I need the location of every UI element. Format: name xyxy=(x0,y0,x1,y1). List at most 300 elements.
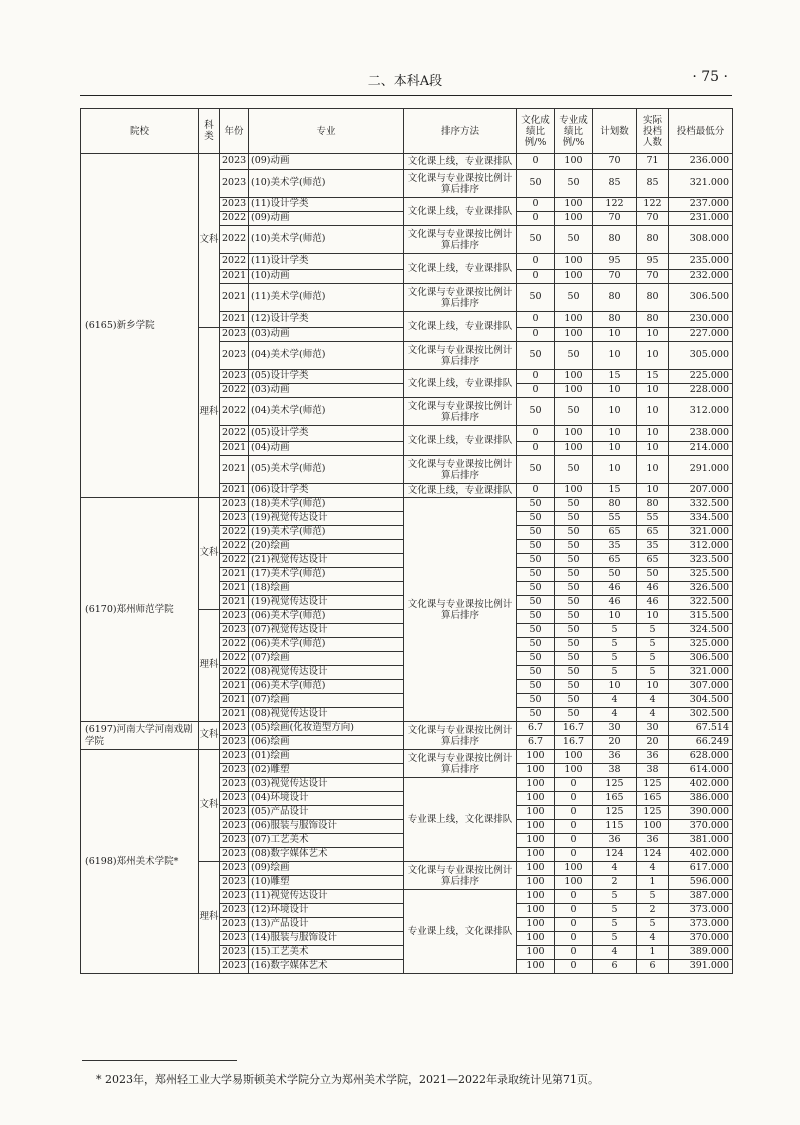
year-cell: 2022 xyxy=(220,212,249,226)
min-score-cell: 291.000 xyxy=(669,456,733,484)
culture-ratio-header: 文化成绩比例/% xyxy=(517,109,555,154)
year-header: 年份 xyxy=(220,109,249,154)
plan-cell: 10 xyxy=(593,680,637,694)
header-rule xyxy=(80,95,732,96)
major-cell: (21)视觉传达设计 xyxy=(249,554,404,568)
major-header: 专业 xyxy=(249,109,404,154)
method-cell: 文化课与专业课按比例计算后排序 xyxy=(404,284,517,312)
min-score-cell: 307.000 xyxy=(669,680,733,694)
major-cell: (11)设计学类 xyxy=(249,198,404,212)
culture-ratio-cell: 0 xyxy=(517,312,555,328)
year-cell: 2023 xyxy=(220,624,249,638)
culture-ratio-cell: 6.7 xyxy=(517,722,555,736)
plan-cell: 10 xyxy=(593,328,637,342)
culture-ratio-cell: 0 xyxy=(517,270,555,284)
culture-ratio-cell: 50 xyxy=(517,540,555,554)
major-cell: (13)产品设计 xyxy=(249,918,404,932)
actual-cell: 70 xyxy=(637,270,669,284)
actual-cell: 85 xyxy=(637,170,669,198)
major-cell: (19)美术学(师范) xyxy=(249,526,404,540)
min-score-cell: 628.000 xyxy=(669,750,733,764)
year-cell: 2022 xyxy=(220,384,249,398)
culture-ratio-cell: 0 xyxy=(517,212,555,226)
min-score-cell: 235.000 xyxy=(669,254,733,270)
year-cell: 2021 xyxy=(220,270,249,284)
actual-cell: 1 xyxy=(637,946,669,960)
major-cell: (11)视觉传达设计 xyxy=(249,890,404,904)
category-header: 科类 xyxy=(199,109,220,154)
min-score-cell: 227.000 xyxy=(669,328,733,342)
culture-ratio-cell: 100 xyxy=(517,834,555,848)
year-cell: 2021 xyxy=(220,312,249,328)
major-ratio-cell: 100 xyxy=(555,862,593,876)
year-cell: 2021 xyxy=(220,484,249,498)
min-score-cell: 326.500 xyxy=(669,582,733,596)
min-score-cell: 370.000 xyxy=(669,932,733,946)
actual-cell: 124 xyxy=(637,848,669,862)
culture-ratio-cell: 100 xyxy=(517,778,555,792)
major-ratio-cell: 50 xyxy=(555,512,593,526)
plan-cell: 70 xyxy=(593,270,637,284)
category-cell: 文科 xyxy=(199,154,220,328)
major-cell: (09)绘画 xyxy=(249,862,404,876)
plan-cell: 30 xyxy=(593,722,637,736)
plan-cell: 115 xyxy=(593,820,637,834)
actual-cell: 80 xyxy=(637,498,669,512)
culture-ratio-cell: 100 xyxy=(517,932,555,946)
method-cell: 文化课与专业课按比例计算后排序 xyxy=(404,862,517,890)
major-cell: (06)绘画 xyxy=(249,736,404,750)
major-cell: (07)视觉传达设计 xyxy=(249,624,404,638)
major-ratio-cell: 100 xyxy=(555,328,593,342)
year-cell: 2023 xyxy=(220,512,249,526)
min-score-cell: 402.000 xyxy=(669,778,733,792)
major-ratio-cell: 100 xyxy=(555,750,593,764)
year-cell: 2022 xyxy=(220,254,249,270)
major-cell: (12)环境设计 xyxy=(249,904,404,918)
year-cell: 2022 xyxy=(220,666,249,680)
major-ratio-cell: 0 xyxy=(555,834,593,848)
culture-ratio-cell: 50 xyxy=(517,694,555,708)
plan-cell: 80 xyxy=(593,498,637,512)
plan-cell: 5 xyxy=(593,904,637,918)
year-cell: 2021 xyxy=(220,442,249,456)
plan-cell: 70 xyxy=(593,154,637,170)
method-cell: 文化课上线，专业课排队 xyxy=(404,370,517,398)
category-cell: 文科 xyxy=(199,498,220,610)
culture-ratio-cell: 0 xyxy=(517,370,555,384)
min-score-cell: 236.000 xyxy=(669,154,733,170)
major-cell: (06)美术学(师范) xyxy=(249,638,404,652)
actual-cell: 4 xyxy=(637,862,669,876)
plan-cell: 4 xyxy=(593,694,637,708)
min-score-cell: 596.000 xyxy=(669,876,733,890)
min-score-cell: 334.500 xyxy=(669,512,733,526)
major-ratio-cell: 100 xyxy=(555,764,593,778)
culture-ratio-cell: 6.7 xyxy=(517,736,555,750)
year-cell: 2021 xyxy=(220,284,249,312)
admission-table xyxy=(80,108,733,974)
year-cell: 2023 xyxy=(220,498,249,512)
culture-ratio-cell: 100 xyxy=(517,862,555,876)
actual-cell: 65 xyxy=(637,526,669,540)
actual-cell: 20 xyxy=(637,736,669,750)
actual-cell: 65 xyxy=(637,554,669,568)
culture-ratio-cell: 0 xyxy=(517,154,555,170)
year-cell: 2022 xyxy=(220,426,249,442)
major-cell: (06)设计学类 xyxy=(249,484,404,498)
culture-ratio-cell: 0 xyxy=(517,198,555,212)
actual-cell: 5 xyxy=(637,666,669,680)
min-score-cell: 207.000 xyxy=(669,484,733,498)
school-cell: (6165)新乡学院 xyxy=(81,154,199,498)
culture-ratio-cell: 50 xyxy=(517,708,555,722)
plan-cell: 122 xyxy=(593,198,637,212)
category-cell: 理科 xyxy=(199,328,220,498)
plan-cell: 55 xyxy=(593,512,637,526)
plan-cell: 5 xyxy=(593,932,637,946)
major-ratio-cell: 100 xyxy=(555,442,593,456)
major-ratio-cell: 100 xyxy=(555,484,593,498)
year-cell: 2023 xyxy=(220,862,249,876)
plan-cell: 124 xyxy=(593,848,637,862)
school-cell: (6170)郑州师范学院 xyxy=(81,498,199,722)
year-cell: 2021 xyxy=(220,568,249,582)
plan-cell: 80 xyxy=(593,226,637,254)
min-score-cell: 228.000 xyxy=(669,384,733,398)
major-cell: (04)环境设计 xyxy=(249,792,404,806)
year-cell: 2023 xyxy=(220,848,249,862)
min-score-cell: 321.000 xyxy=(669,666,733,680)
year-cell: 2023 xyxy=(220,792,249,806)
actual-cell: 50 xyxy=(637,568,669,582)
major-ratio-cell: 50 xyxy=(555,526,593,540)
major-ratio-cell: 100 xyxy=(555,154,593,170)
actual-cell: 10 xyxy=(637,342,669,370)
actual-cell: 71 xyxy=(637,154,669,170)
actual-cell: 10 xyxy=(637,442,669,456)
year-cell: 2023 xyxy=(220,820,249,834)
method-cell: 文化课与专业课按比例计算后排序 xyxy=(404,398,517,426)
major-cell: (10)动画 xyxy=(249,270,404,284)
actual-cell: 38 xyxy=(637,764,669,778)
major-ratio-cell: 50 xyxy=(555,582,593,596)
actual-cell: 1 xyxy=(637,876,669,890)
year-cell: 2023 xyxy=(220,764,249,778)
major-ratio-cell: 16.7 xyxy=(555,736,593,750)
plan-cell: 65 xyxy=(593,554,637,568)
culture-ratio-cell: 0 xyxy=(517,328,555,342)
year-cell: 2023 xyxy=(220,890,249,904)
min-score-header: 投档最低分 xyxy=(669,109,733,154)
major-ratio-cell: 0 xyxy=(555,904,593,918)
min-score-cell: 305.000 xyxy=(669,342,733,370)
culture-ratio-cell: 100 xyxy=(517,960,555,974)
plan-cell: 4 xyxy=(593,708,637,722)
major-cell: (02)雕塑 xyxy=(249,764,404,778)
plan-cell: 35 xyxy=(593,540,637,554)
min-score-cell: 230.000 xyxy=(669,312,733,328)
method-cell: 文化课上线，专业课排队 xyxy=(404,484,517,498)
major-cell: (04)动画 xyxy=(249,442,404,456)
major-cell: (16)数字媒体艺术 xyxy=(249,960,404,974)
culture-ratio-cell: 50 xyxy=(517,624,555,638)
table-row xyxy=(81,154,733,170)
major-ratio-cell: 50 xyxy=(555,170,593,198)
min-score-cell: 325.000 xyxy=(669,638,733,652)
major-ratio-cell: 50 xyxy=(555,498,593,512)
major-ratio-cell: 16.7 xyxy=(555,722,593,736)
year-cell: 2023 xyxy=(220,834,249,848)
min-score-cell: 214.000 xyxy=(669,442,733,456)
plan-cell: 10 xyxy=(593,610,637,624)
actual-cell: 4 xyxy=(637,932,669,946)
plan-cell: 4 xyxy=(593,946,637,960)
method-cell: 文化课上线，专业课排队 xyxy=(404,312,517,342)
year-cell: 2021 xyxy=(220,582,249,596)
min-score-cell: 306.500 xyxy=(669,652,733,666)
min-score-cell: 304.500 xyxy=(669,694,733,708)
actual-cell: 100 xyxy=(637,820,669,834)
major-ratio-cell: 50 xyxy=(555,610,593,624)
plan-cell: 50 xyxy=(593,568,637,582)
table-row xyxy=(81,722,733,736)
major-cell: (05)设计学类 xyxy=(249,426,404,442)
year-cell: 2021 xyxy=(220,456,249,484)
year-cell: 2023 xyxy=(220,370,249,384)
min-score-cell: 370.000 xyxy=(669,820,733,834)
major-cell: (08)数字媒体艺术 xyxy=(249,848,404,862)
method-cell: 文化课与专业课按比例计算后排序 xyxy=(404,498,517,722)
culture-ratio-cell: 50 xyxy=(517,554,555,568)
culture-ratio-cell: 0 xyxy=(517,442,555,456)
year-cell: 2023 xyxy=(220,960,249,974)
culture-ratio-cell: 100 xyxy=(517,750,555,764)
culture-ratio-cell: 50 xyxy=(517,456,555,484)
school-header: 院校 xyxy=(81,109,199,154)
culture-ratio-cell: 50 xyxy=(517,610,555,624)
actual-cell: 46 xyxy=(637,596,669,610)
table-row xyxy=(81,750,733,764)
major-cell: (09)动画 xyxy=(249,154,404,170)
culture-ratio-cell: 50 xyxy=(517,568,555,582)
year-cell: 2022 xyxy=(220,526,249,540)
major-ratio-cell: 0 xyxy=(555,932,593,946)
year-cell: 2023 xyxy=(220,198,249,212)
plan-header: 计划数 xyxy=(593,109,637,154)
year-cell: 2023 xyxy=(220,806,249,820)
major-ratio-header: 专业成绩比例/% xyxy=(555,109,593,154)
year-cell: 2021 xyxy=(220,680,249,694)
culture-ratio-cell: 100 xyxy=(517,764,555,778)
plan-cell: 36 xyxy=(593,834,637,848)
plan-cell: 10 xyxy=(593,442,637,456)
actual-cell: 10 xyxy=(637,456,669,484)
year-cell: 2022 xyxy=(220,540,249,554)
culture-ratio-cell: 0 xyxy=(517,254,555,270)
actual-cell: 125 xyxy=(637,806,669,820)
major-cell: (05)产品设计 xyxy=(249,806,404,820)
actual-cell: 10 xyxy=(637,680,669,694)
min-score-cell: 312.000 xyxy=(669,540,733,554)
plan-cell: 6 xyxy=(593,960,637,974)
actual-cell: 4 xyxy=(637,708,669,722)
culture-ratio-cell: 100 xyxy=(517,792,555,806)
min-score-cell: 324.500 xyxy=(669,624,733,638)
min-score-cell: 308.000 xyxy=(669,226,733,254)
major-cell: (19)视觉传达设计 xyxy=(249,512,404,526)
major-cell: (06)服装与服饰设计 xyxy=(249,820,404,834)
plan-cell: 85 xyxy=(593,170,637,198)
table-row xyxy=(81,498,733,512)
culture-ratio-cell: 50 xyxy=(517,170,555,198)
actual-cell: 5 xyxy=(637,624,669,638)
year-cell: 2023 xyxy=(220,342,249,370)
min-score-cell: 389.000 xyxy=(669,946,733,960)
page-number: · 75 · xyxy=(692,69,728,85)
major-ratio-cell: 100 xyxy=(555,270,593,284)
culture-ratio-cell: 100 xyxy=(517,876,555,890)
major-ratio-cell: 50 xyxy=(555,596,593,610)
school-cell: (6197)河南大学河南戏剧学院 xyxy=(81,722,199,750)
actual-cell: 122 xyxy=(637,198,669,212)
major-ratio-cell: 50 xyxy=(555,624,593,638)
culture-ratio-cell: 0 xyxy=(517,484,555,498)
major-ratio-cell: 50 xyxy=(555,568,593,582)
actual-cell: 36 xyxy=(637,834,669,848)
year-cell: 2022 xyxy=(220,226,249,254)
major-cell: (03)动画 xyxy=(249,384,404,398)
major-ratio-cell: 0 xyxy=(555,806,593,820)
year-cell: 2023 xyxy=(220,932,249,946)
method-cell: 专业课上线，文化课排队 xyxy=(404,778,517,862)
plan-cell: 5 xyxy=(593,638,637,652)
culture-ratio-cell: 50 xyxy=(517,284,555,312)
method-cell: 文化课与专业课按比例计算后排序 xyxy=(404,750,517,778)
min-score-cell: 323.500 xyxy=(669,554,733,568)
method-cell: 文化课与专业课按比例计算后排序 xyxy=(404,722,517,750)
year-cell: 2023 xyxy=(220,328,249,342)
culture-ratio-cell: 100 xyxy=(517,946,555,960)
culture-ratio-cell: 100 xyxy=(517,820,555,834)
culture-ratio-cell: 100 xyxy=(517,806,555,820)
min-score-cell: 67.514 xyxy=(669,722,733,736)
major-cell: (04)美术学(师范) xyxy=(249,342,404,370)
major-ratio-cell: 0 xyxy=(555,820,593,834)
major-ratio-cell: 50 xyxy=(555,680,593,694)
plan-cell: 5 xyxy=(593,624,637,638)
actual-cell: 80 xyxy=(637,226,669,254)
plan-cell: 80 xyxy=(593,312,637,328)
min-score-cell: 302.500 xyxy=(669,708,733,722)
actual-cell: 10 xyxy=(637,384,669,398)
major-cell: (03)视觉传达设计 xyxy=(249,778,404,792)
major-ratio-cell: 50 xyxy=(555,554,593,568)
culture-ratio-cell: 100 xyxy=(517,918,555,932)
culture-ratio-cell: 50 xyxy=(517,498,555,512)
actual-cell: 2 xyxy=(637,904,669,918)
year-cell: 2023 xyxy=(220,170,249,198)
method-cell: 专业课上线，文化课排队 xyxy=(404,890,517,974)
plan-cell: 125 xyxy=(593,778,637,792)
major-ratio-cell: 0 xyxy=(555,792,593,806)
major-ratio-cell: 50 xyxy=(555,708,593,722)
major-cell: (11)美术学(师范) xyxy=(249,284,404,312)
category-cell: 理科 xyxy=(199,610,220,722)
min-score-cell: 306.500 xyxy=(669,284,733,312)
culture-ratio-cell: 0 xyxy=(517,426,555,442)
major-cell: (03)动画 xyxy=(249,328,404,342)
actual-cell: 10 xyxy=(637,610,669,624)
actual-cell: 10 xyxy=(637,426,669,442)
method-cell: 文化课与专业课按比例计算后排序 xyxy=(404,226,517,254)
plan-cell: 70 xyxy=(593,212,637,226)
major-ratio-cell: 0 xyxy=(555,890,593,904)
footnote: * 2023年，郑州轻工业大学易斯顿美术学院分立为郑州美术学院，2021—2022年录取统计见第71页。 xyxy=(96,1073,599,1086)
major-ratio-cell: 50 xyxy=(555,694,593,708)
actual-header: 实际投档人数 xyxy=(637,109,669,154)
plan-cell: 4 xyxy=(593,862,637,876)
year-cell: 2022 xyxy=(220,398,249,426)
min-score-cell: 231.000 xyxy=(669,212,733,226)
major-ratio-cell: 0 xyxy=(555,946,593,960)
plan-cell: 20 xyxy=(593,736,637,750)
major-ratio-cell: 100 xyxy=(555,370,593,384)
year-cell: 2021 xyxy=(220,708,249,722)
major-ratio-cell: 0 xyxy=(555,918,593,932)
culture-ratio-cell: 50 xyxy=(517,512,555,526)
min-score-cell: 322.500 xyxy=(669,596,733,610)
major-ratio-cell: 0 xyxy=(555,960,593,974)
method-cell: 文化课与专业课按比例计算后排序 xyxy=(404,342,517,370)
method-cell: 文化课与专业课按比例计算后排序 xyxy=(404,456,517,484)
page-header xyxy=(80,66,730,92)
year-cell: 2023 xyxy=(220,778,249,792)
min-score-cell: 391.000 xyxy=(669,960,733,974)
min-score-cell: 381.000 xyxy=(669,834,733,848)
culture-ratio-cell: 100 xyxy=(517,848,555,862)
year-cell: 2023 xyxy=(220,736,249,750)
major-ratio-cell: 100 xyxy=(555,212,593,226)
plan-cell: 80 xyxy=(593,284,637,312)
actual-cell: 6 xyxy=(637,960,669,974)
culture-ratio-cell: 0 xyxy=(517,384,555,398)
major-cell: (12)设计学类 xyxy=(249,312,404,328)
major-ratio-cell: 0 xyxy=(555,778,593,792)
method-cell: 文化课上线，专业课排队 xyxy=(404,254,517,284)
major-cell: (06)美术学(师范) xyxy=(249,610,404,624)
major-cell: (04)美术学(师范) xyxy=(249,398,404,426)
plan-cell: 10 xyxy=(593,342,637,370)
year-cell: 2022 xyxy=(220,638,249,652)
min-score-cell: 225.000 xyxy=(669,370,733,384)
plan-cell: 10 xyxy=(593,456,637,484)
culture-ratio-cell: 50 xyxy=(517,652,555,666)
year-cell: 2023 xyxy=(220,610,249,624)
year-cell: 2023 xyxy=(220,722,249,736)
plan-cell: 15 xyxy=(593,370,637,384)
min-score-cell: 232.000 xyxy=(669,270,733,284)
culture-ratio-cell: 100 xyxy=(517,904,555,918)
actual-cell: 70 xyxy=(637,212,669,226)
plan-cell: 15 xyxy=(593,484,637,498)
major-cell: (07)绘画 xyxy=(249,652,404,666)
culture-ratio-cell: 50 xyxy=(517,526,555,540)
plan-cell: 10 xyxy=(593,426,637,442)
year-cell: 2023 xyxy=(220,154,249,170)
category-cell: 文科 xyxy=(199,722,220,750)
min-score-cell: 373.000 xyxy=(669,904,733,918)
